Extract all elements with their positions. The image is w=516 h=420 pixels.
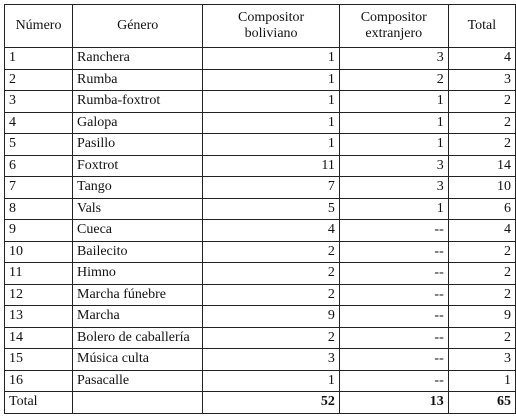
- cell-compositor-boliviano: 1: [203, 112, 339, 134]
- table-row: [5, 284, 516, 306]
- cell-compositor-boliviano: 3: [203, 349, 339, 371]
- totals-genero-empty: [73, 392, 203, 414]
- cell-genero: Rumba: [73, 69, 203, 91]
- cell-genero: Cueca: [73, 220, 203, 242]
- table-row: [5, 370, 516, 392]
- cell-genero: Pasillo: [73, 134, 203, 156]
- cell-numero: 10: [5, 241, 73, 263]
- table-row: [5, 349, 516, 371]
- table-body: [5, 48, 516, 392]
- header-compositor-extranjero: [339, 5, 448, 48]
- cell-compositor-extranjero: 1: [339, 112, 448, 134]
- cell-genero: Marcha: [73, 306, 203, 328]
- cell-total: 10: [448, 177, 515, 199]
- cell-compositor-extranjero: 3: [339, 177, 448, 199]
- cell-compositor-extranjero: --: [339, 370, 448, 392]
- cell-compositor-boliviano: 11: [203, 155, 339, 177]
- cell-compositor-boliviano: 2: [203, 327, 339, 349]
- cell-compositor-boliviano: 1: [203, 134, 339, 156]
- table-row: [5, 327, 516, 349]
- cell-numero: 15: [5, 349, 73, 371]
- cell-numero: 13: [5, 306, 73, 328]
- cell-compositor-extranjero: --: [339, 263, 448, 285]
- cell-numero: 3: [5, 91, 73, 113]
- table-row: [5, 306, 516, 328]
- cell-compositor-boliviano: 1: [203, 48, 339, 70]
- cell-compositor-extranjero: 1: [339, 198, 448, 220]
- table-row: [5, 241, 516, 263]
- cell-genero: Marcha fúnebre: [73, 284, 203, 306]
- cell-compositor-boliviano: 7: [203, 177, 339, 199]
- cell-total: 14: [448, 155, 515, 177]
- cell-numero: 16: [5, 370, 73, 392]
- table-row: [5, 177, 516, 199]
- cell-numero: 8: [5, 198, 73, 220]
- cell-compositor-extranjero: 2: [339, 69, 448, 91]
- table-row: [5, 155, 516, 177]
- cell-numero: 2: [5, 69, 73, 91]
- totals-total: 65: [448, 392, 515, 414]
- cell-total: 3: [448, 69, 515, 91]
- cell-numero: 11: [5, 263, 73, 285]
- table-row: [5, 69, 516, 91]
- cell-numero: 6: [5, 155, 73, 177]
- cell-compositor-boliviano: 2: [203, 263, 339, 285]
- cell-genero: Galopa: [73, 112, 203, 134]
- cell-compositor-extranjero: 1: [339, 134, 448, 156]
- cell-total: 2: [448, 284, 515, 306]
- cell-total: 1: [448, 370, 515, 392]
- table-row: [5, 198, 516, 220]
- header-numero: Número: [5, 5, 73, 48]
- cell-total: 6: [448, 198, 515, 220]
- header-compositor-extranjero-label: Compositor extranjero: [360, 10, 427, 41]
- genre-composer-table: [4, 4, 516, 414]
- cell-compositor-extranjero: 3: [339, 155, 448, 177]
- cell-compositor-boliviano: 5: [203, 198, 339, 220]
- cell-compositor-extranjero: --: [339, 349, 448, 371]
- cell-compositor-extranjero: --: [339, 327, 448, 349]
- table-row: [5, 263, 516, 285]
- cell-genero: Vals: [73, 198, 203, 220]
- cell-numero: 5: [5, 134, 73, 156]
- cell-compositor-extranjero: 3: [339, 48, 448, 70]
- header-compositor-boliviano: [203, 5, 339, 48]
- totals-boliviano: 52: [203, 392, 339, 414]
- cell-numero: 9: [5, 220, 73, 242]
- cell-genero: Himno: [73, 263, 203, 285]
- cell-genero: Tango: [73, 177, 203, 199]
- cell-total: 2: [448, 241, 515, 263]
- cell-compositor-extranjero: --: [339, 284, 448, 306]
- totals-row: [5, 392, 516, 414]
- cell-genero: Ranchera: [73, 48, 203, 70]
- cell-genero: Foxtrot: [73, 155, 203, 177]
- totals-extranjero: 13: [339, 392, 448, 414]
- cell-numero: 7: [5, 177, 73, 199]
- table-row: [5, 220, 516, 242]
- cell-total: 9: [448, 306, 515, 328]
- cell-numero: 14: [5, 327, 73, 349]
- table-row: [5, 48, 516, 70]
- totals-label: Total: [5, 392, 73, 414]
- cell-total: 4: [448, 220, 515, 242]
- cell-compositor-boliviano: 2: [203, 241, 339, 263]
- genre-composer-table-container: [4, 4, 516, 414]
- table-footer: [5, 392, 516, 414]
- cell-compositor-extranjero: --: [339, 241, 448, 263]
- cell-total: 2: [448, 112, 515, 134]
- cell-total: 4: [448, 48, 515, 70]
- cell-genero: Rumba-foxtrot: [73, 91, 203, 113]
- cell-genero: Pasacalle: [73, 370, 203, 392]
- cell-genero: Bolero de caballería: [73, 327, 203, 349]
- cell-compositor-extranjero: --: [339, 220, 448, 242]
- header-total: Total: [448, 5, 515, 48]
- cell-numero: 12: [5, 284, 73, 306]
- cell-compositor-boliviano: 9: [203, 306, 339, 328]
- table-row: [5, 91, 516, 113]
- cell-total: 3: [448, 349, 515, 371]
- table-row: [5, 112, 516, 134]
- cell-numero: 4: [5, 112, 73, 134]
- header-compositor-boliviano-label: Compositor boliviano: [238, 10, 305, 41]
- cell-genero: Bailecito: [73, 241, 203, 263]
- cell-compositor-extranjero: --: [339, 306, 448, 328]
- header-genero: Género: [73, 5, 203, 48]
- table-header: [5, 5, 516, 48]
- cell-compositor-boliviano: 1: [203, 69, 339, 91]
- cell-compositor-boliviano: 1: [203, 370, 339, 392]
- cell-compositor-boliviano: 1: [203, 91, 339, 113]
- cell-numero: 1: [5, 48, 73, 70]
- cell-total: 2: [448, 263, 515, 285]
- cell-genero: Música culta: [73, 349, 203, 371]
- cell-compositor-boliviano: 4: [203, 220, 339, 242]
- cell-compositor-extranjero: 1: [339, 91, 448, 113]
- cell-total: 2: [448, 327, 515, 349]
- cell-compositor-boliviano: 2: [203, 284, 339, 306]
- cell-total: 2: [448, 91, 515, 113]
- table-row: [5, 134, 516, 156]
- cell-total: 2: [448, 134, 515, 156]
- header-row: [5, 5, 516, 48]
